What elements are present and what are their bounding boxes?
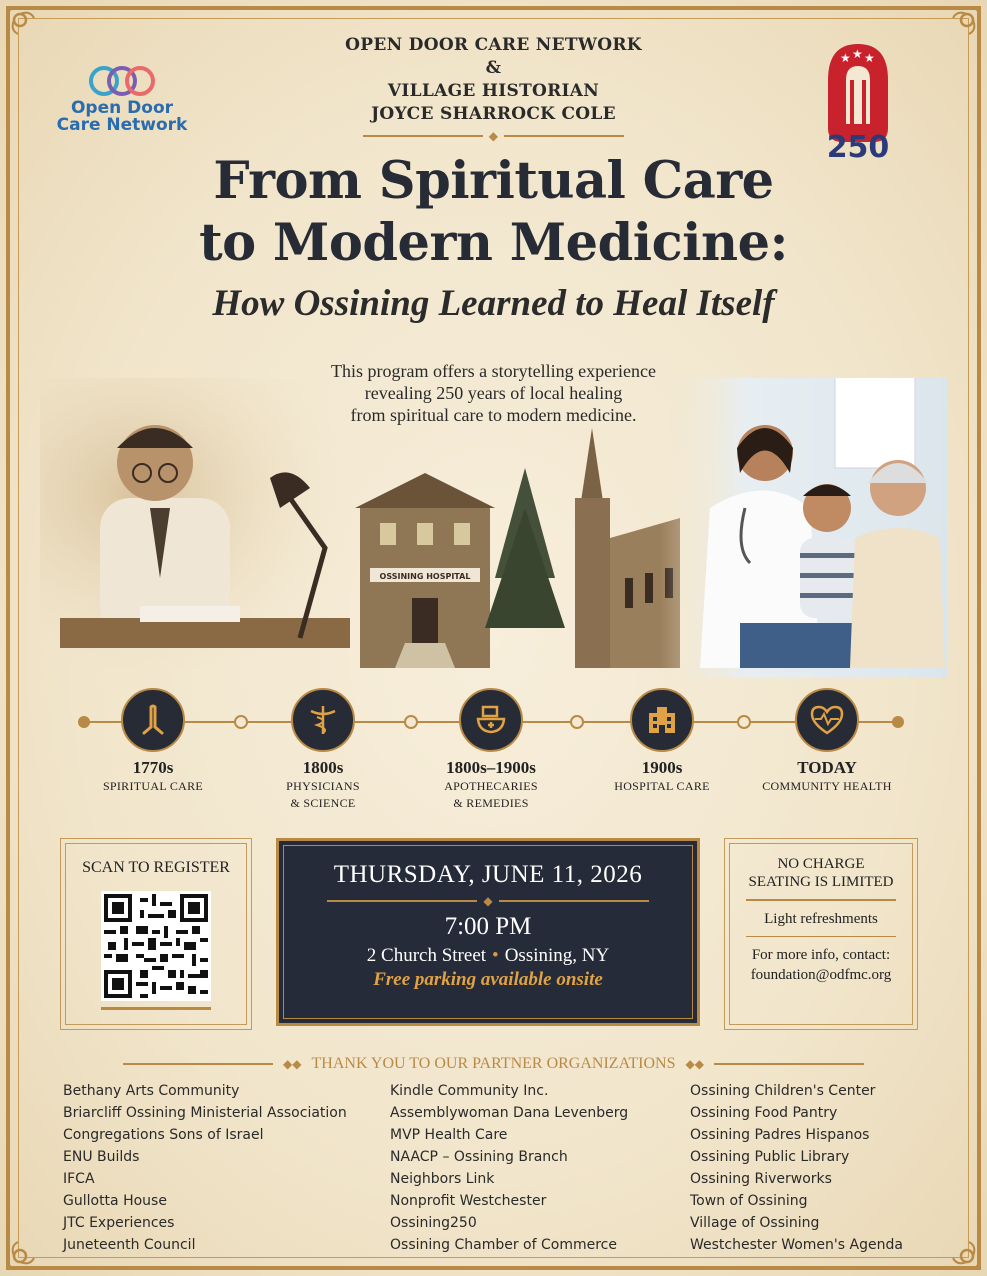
title-line1: From Spiritual Care bbox=[213, 151, 774, 211]
page-subtitle: How Ossining Learned to Heal Itself bbox=[212, 283, 775, 324]
timeline-node bbox=[234, 715, 248, 729]
open-door-logo bbox=[52, 66, 192, 134]
mortar-pestle-icon bbox=[459, 688, 523, 752]
timeline-label: COMMUNITY HEALTH bbox=[762, 779, 892, 793]
scan-to-register-box bbox=[60, 838, 252, 1030]
partner-item: JTC Experiences bbox=[63, 1215, 175, 1231]
event-address: 2 Church Street • Ossining, NY bbox=[366, 945, 610, 966]
info-divider bbox=[725, 899, 917, 901]
timeline-item-1900s bbox=[587, 688, 737, 795]
timeline-year: 1800s bbox=[302, 758, 344, 777]
partner-item: Nonprofit Westchester bbox=[390, 1193, 547, 1209]
program-description bbox=[0, 360, 987, 426]
history-timeline bbox=[78, 688, 908, 818]
header-divider: ◆ bbox=[0, 130, 987, 142]
timeline-node bbox=[737, 715, 751, 729]
event-details-box bbox=[276, 838, 700, 1026]
partner-item: Ossining Padres Hispanos bbox=[690, 1127, 870, 1143]
parking-note: Free parking available onsite bbox=[373, 969, 603, 990]
partner-item: Town of Ossining bbox=[690, 1193, 808, 1209]
partner-item: Ossining Chamber of Commerce bbox=[390, 1237, 617, 1253]
partner-item: Ossining Public Library bbox=[690, 1149, 850, 1165]
partners-heading: THANK YOU TO OUR PARTNER ORGANIZATIONS bbox=[311, 1055, 676, 1072]
caduceus-icon bbox=[291, 688, 355, 752]
historian-line: VILLAGE HISTORIAN bbox=[387, 81, 600, 101]
no-charge-text: NO CHARGE bbox=[777, 856, 865, 872]
partners-column-1 bbox=[63, 1080, 347, 1256]
organizer-line: OPEN DOOR CARE NETWORK bbox=[345, 35, 642, 55]
partner-item: Neighbors Link bbox=[390, 1171, 495, 1187]
partner-item: Ossining250 bbox=[390, 1215, 477, 1231]
heart-pulse-icon bbox=[795, 688, 859, 752]
hospital-building-icon bbox=[630, 688, 694, 752]
partner-item: MVP Health Care bbox=[390, 1127, 508, 1143]
registration-qr-code[interactable] bbox=[101, 891, 211, 1001]
page-title bbox=[0, 150, 987, 274]
partners-column-2 bbox=[390, 1080, 628, 1256]
contact-email[interactable]: foundation@odfmc.org bbox=[750, 967, 892, 983]
corner-ornament-icon bbox=[939, 1228, 983, 1272]
info-divider bbox=[725, 936, 917, 938]
ossining-hospital-building bbox=[355, 473, 495, 668]
corner-ornament-icon bbox=[4, 1228, 48, 1272]
timeline-label: HOSPITAL CARE bbox=[614, 779, 710, 793]
event-city: Ossining, NY bbox=[504, 945, 610, 966]
refreshments-text: Light refreshments bbox=[764, 910, 878, 927]
partner-item: Kindle Community Inc. bbox=[390, 1083, 549, 1099]
partner-item: Briarcliff Ossining Ministerial Association bbox=[63, 1105, 347, 1121]
timeline-label: SPIRITUAL CARE bbox=[102, 779, 204, 793]
logo-text-line2: Care Network bbox=[56, 115, 188, 135]
timeline-year: TODAY bbox=[797, 758, 857, 777]
timeline-year: 1900s bbox=[641, 758, 683, 777]
rings-logo-icon bbox=[52, 66, 192, 96]
logo-250-text: 250 bbox=[826, 130, 890, 165]
hospital-sign-text: OSSINING HOSPITAL bbox=[379, 572, 471, 581]
qr-underline bbox=[101, 1007, 211, 1010]
partners-column-3 bbox=[690, 1080, 903, 1256]
partner-item: Village of Ossining bbox=[690, 1215, 820, 1231]
timeline-label: & REMEDIES bbox=[453, 796, 529, 810]
praying-hands-icon bbox=[121, 688, 185, 752]
timeline-year: 1770s bbox=[132, 758, 174, 777]
logo-text-line1: Open Door bbox=[70, 98, 174, 118]
event-street: 2 Church Street bbox=[366, 945, 487, 966]
intro-line2: revealing 250 years of local healing bbox=[364, 383, 623, 403]
historian-name: JOYCE SHARROCK COLE bbox=[371, 104, 616, 124]
svg-text:★: ★ bbox=[840, 51, 851, 65]
partner-item: NAACP – Ossining Branch bbox=[390, 1149, 568, 1165]
svg-text:★: ★ bbox=[852, 47, 863, 61]
partner-item: IFCA bbox=[63, 1171, 95, 1187]
contact-label: For more info, contact: bbox=[751, 947, 891, 963]
svg-text:★: ★ bbox=[864, 51, 875, 65]
pine-tree-icon bbox=[485, 468, 565, 628]
partners-heading-row: ◆◆ THANK YOU TO OUR PARTNER ORGANIZATIONS ◆◆ bbox=[0, 1055, 987, 1073]
partner-item: Congregations Sons of Israel bbox=[63, 1127, 264, 1143]
partner-item: Juneteenth Council bbox=[63, 1237, 196, 1253]
event-divider: ◆ bbox=[279, 895, 697, 907]
partner-item: Assemblywoman Dana Levenberg bbox=[390, 1105, 629, 1121]
timeline-item-1800s bbox=[248, 688, 398, 812]
scan-heading: SCAN TO REGISTER bbox=[82, 859, 230, 876]
ampersand: & bbox=[485, 58, 502, 78]
timeline-label: APOTHECARIES bbox=[444, 779, 538, 793]
partner-item: Ossining Riverworks bbox=[690, 1171, 832, 1187]
event-time: 7:00 PM bbox=[444, 913, 532, 940]
intro-line3: from spiritual care to modern medicine. bbox=[350, 405, 637, 425]
timeline-item-1800s-1900s bbox=[416, 688, 566, 812]
event-date: THURSDAY, JUNE 11, 2026 bbox=[333, 861, 643, 888]
partner-item: Ossining Children's Center bbox=[690, 1083, 876, 1099]
partner-item: Bethany Arts Community bbox=[63, 1083, 240, 1099]
partner-item: Ossining Food Pantry bbox=[690, 1105, 838, 1121]
partner-item: Westchester Women's Agenda bbox=[690, 1237, 903, 1253]
timeline-item-today bbox=[752, 688, 902, 795]
timeline-label: PHYSICIANS bbox=[286, 779, 360, 793]
timeline-item-1770s bbox=[78, 688, 228, 795]
timeline-node bbox=[570, 715, 584, 729]
timeline-label: & SCIENCE bbox=[290, 796, 356, 810]
seating-text: SEATING IS LIMITED bbox=[748, 874, 894, 890]
title-line2: to Modern Medicine: bbox=[199, 213, 788, 273]
timeline-year: 1800s–1900s bbox=[446, 758, 536, 777]
info-box bbox=[724, 838, 918, 1030]
partner-item: Gullotta House bbox=[63, 1193, 167, 1209]
partner-item: ENU Builds bbox=[63, 1149, 140, 1165]
intro-line1: This program offers a storytelling experience bbox=[330, 361, 657, 381]
